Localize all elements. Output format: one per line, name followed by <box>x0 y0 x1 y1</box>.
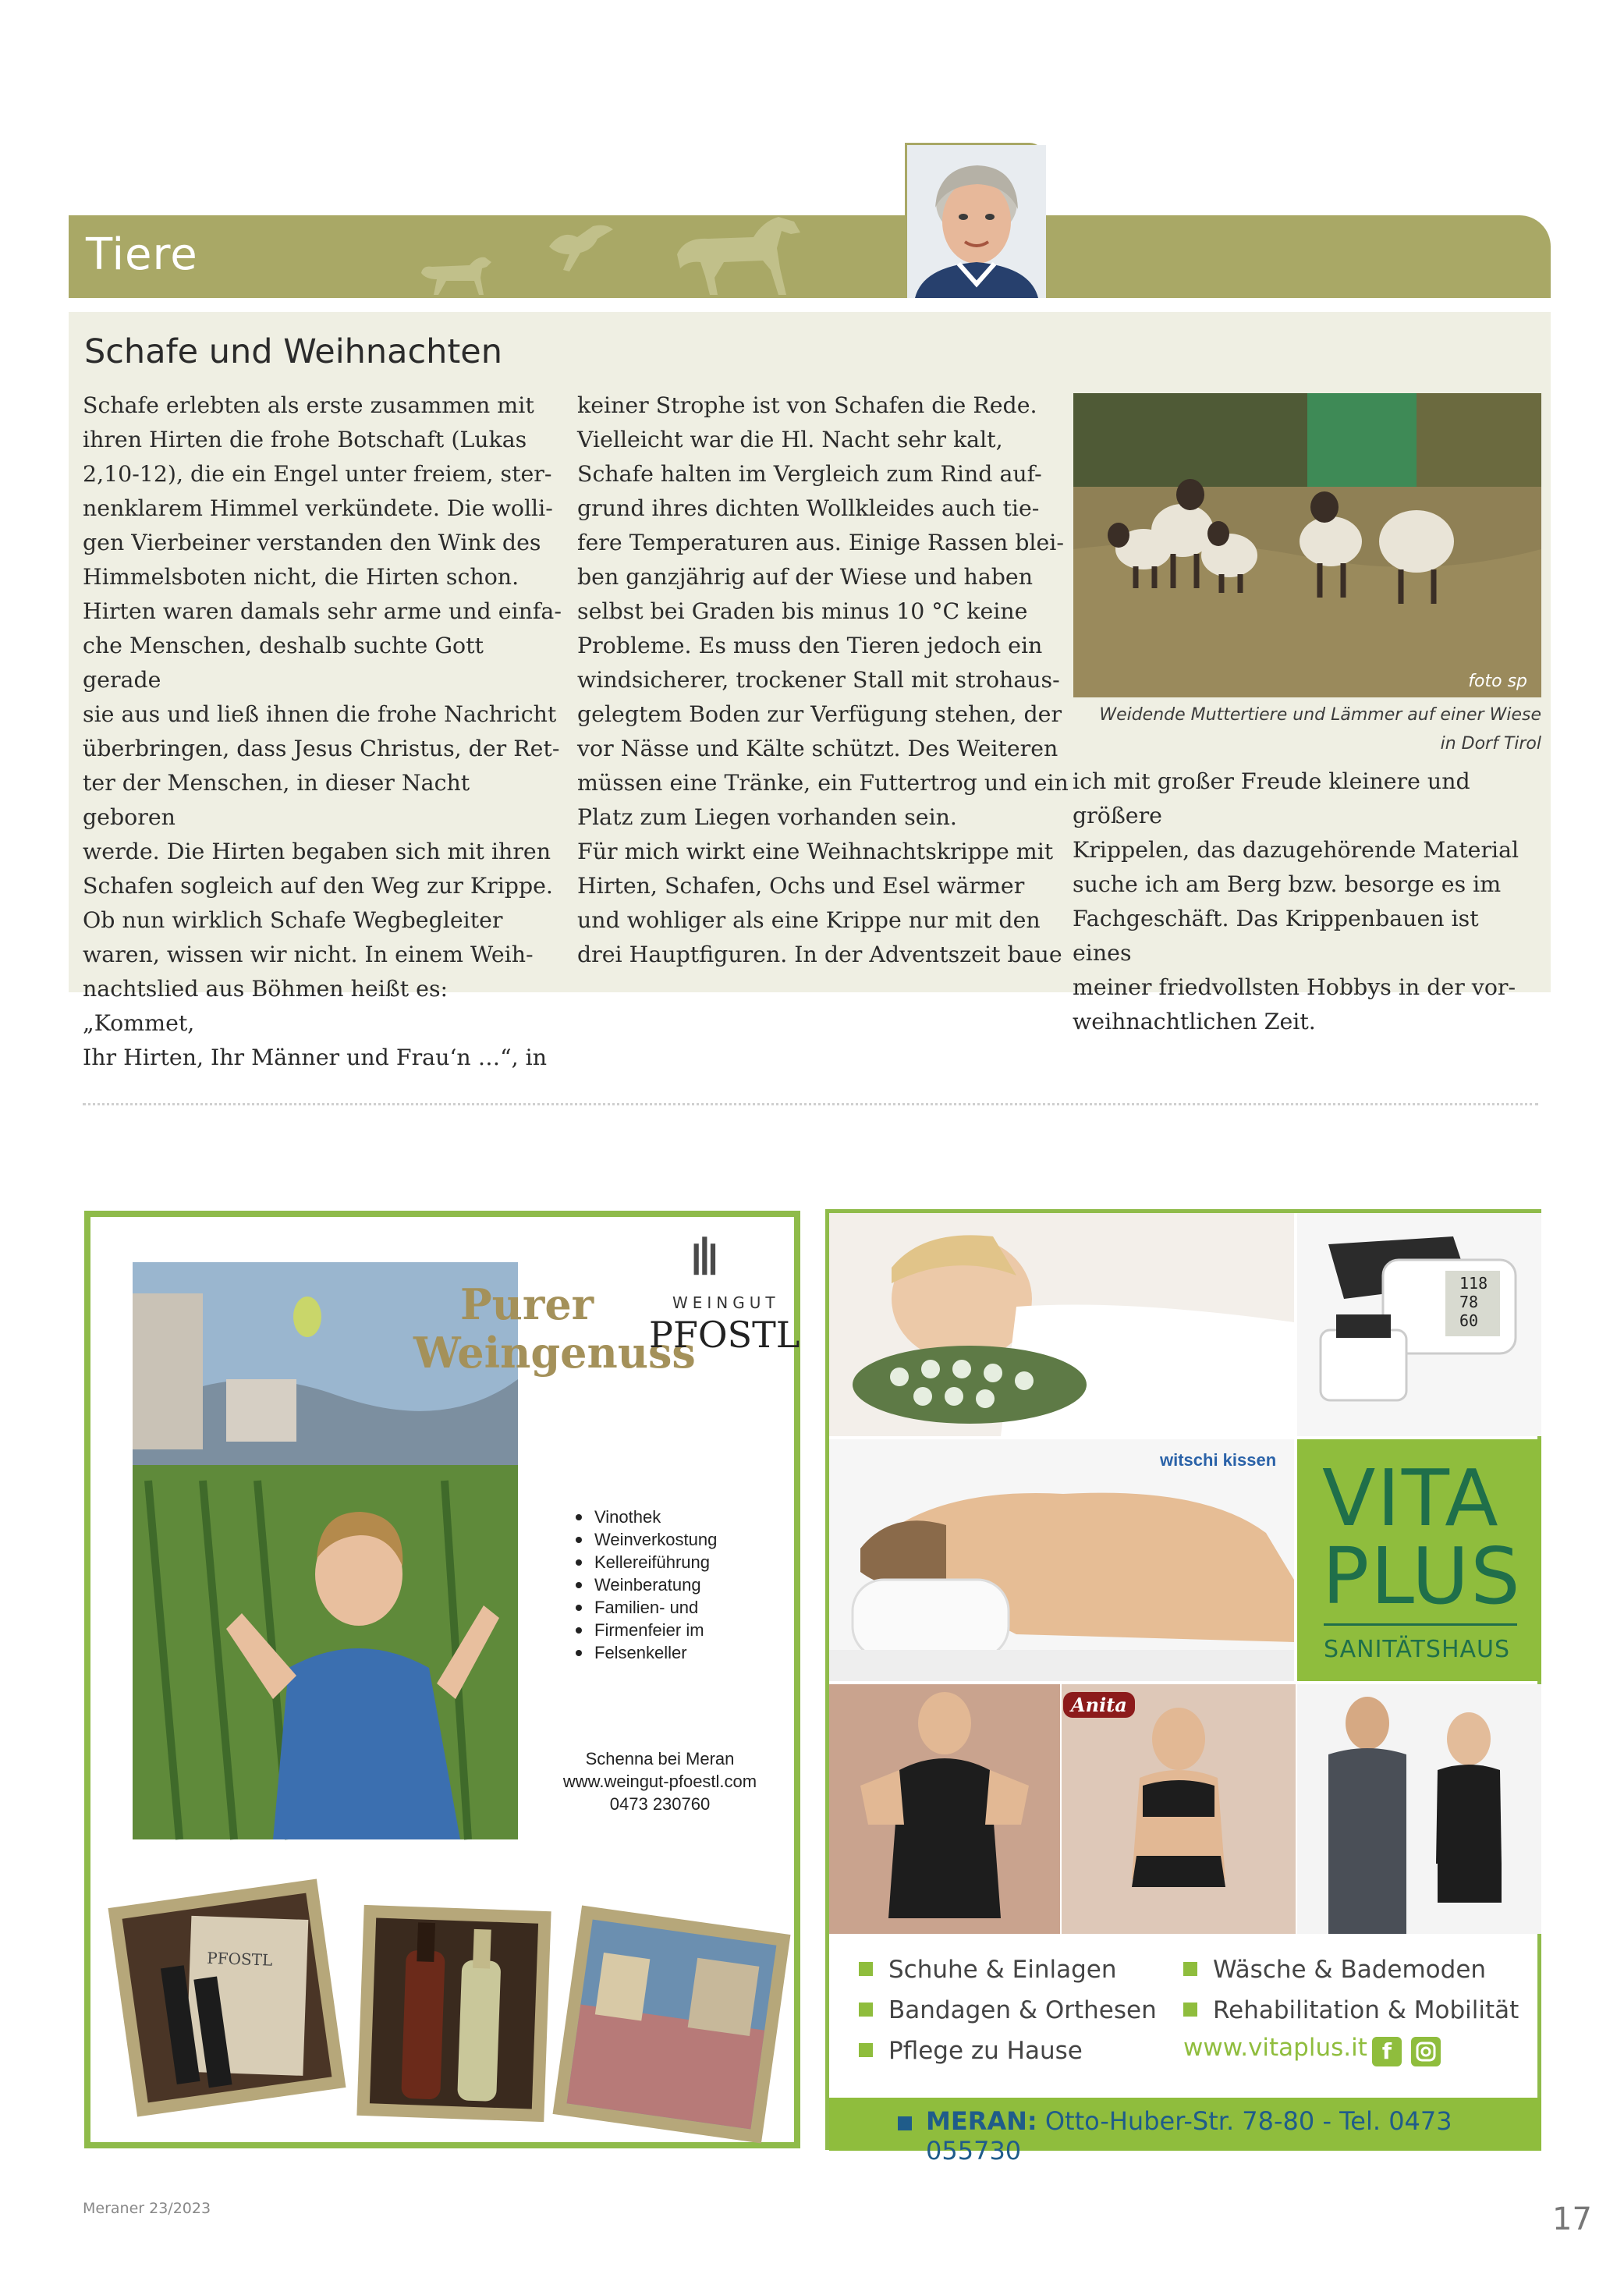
lingerie-photo-2 <box>1062 1684 1296 1934</box>
list-item: Bandagen & Orthesen <box>859 1990 1157 2031</box>
list-item: Wäsche & Bademoden <box>1183 1949 1519 1990</box>
wine-contact <box>543 1747 777 1815</box>
text-line: waren, wissen wir nicht. In einem Weih- <box>83 942 534 967</box>
wine-bottles-photo <box>356 1905 551 2122</box>
text-line: werde. Die Hirten begaben sich mit ihren <box>83 839 551 864</box>
text-line: grund ihres dichten Wollkleides auch tie- <box>577 495 1040 521</box>
bpm-value: 78 <box>1459 1293 1479 1311</box>
wine-services-list <box>571 1506 717 1664</box>
wine-phone: 0473 230760 <box>609 1794 711 1814</box>
weingut-logo-big: PFOSTL <box>649 1314 800 1356</box>
weingut-ad[interactable] <box>84 1211 800 2148</box>
list-item: Rehabilitation & Mobilität <box>1183 1990 1519 2031</box>
text-line: Vielleicht war die Hl. Nacht sehr kalt, <box>577 427 1003 452</box>
wine-website-link[interactable]: www.weingut-pfoestl.com <box>562 1772 757 1791</box>
article-column-1 <box>83 388 566 1075</box>
bpm-value: 60 <box>1459 1311 1479 1330</box>
vita-street-phone: Otto-Huber-Str. 78-80 - Tel. 0473 055730 <box>926 2106 1452 2166</box>
article-title: Schafe und Weihnachten <box>84 332 502 371</box>
text-line: weihnachtlichen Zeit. <box>1073 1009 1316 1034</box>
text-line: suche ich am Berg bzw. besorge es im <box>1073 871 1502 897</box>
text-line: Ob nun wirklich Schafe Wegbegleiter <box>83 907 503 933</box>
witschi-logo: witschi kissen <box>1160 1450 1277 1470</box>
text-line: drei Hauptfiguren. In der Adventszeit baue <box>577 942 1062 967</box>
blood-pressure-photo <box>1297 1213 1541 1436</box>
text-line: ben ganzjährig auf der Wiese und haben <box>577 564 1034 590</box>
vita-logo-line1: VITA <box>1322 1453 1500 1544</box>
wine-crate-photo <box>108 1879 346 2117</box>
wine-address: Schenna bei Meran <box>585 1749 735 1768</box>
text-line: Für mich wirkt eine Weihnachtskrippe mit <box>577 839 1054 864</box>
vita-logo-rule <box>1324 1623 1517 1626</box>
vita-services-left <box>859 1949 1157 2071</box>
article-box <box>69 312 1551 1070</box>
list-item: Familien- und <box>571 1596 717 1619</box>
text-line: nachtslied aus Böhmen heißt es: „Kommet, <box>83 976 449 1036</box>
text-line: Schafe erlebten als erste zusammen mit <box>83 392 534 418</box>
list-item: Weinberatung <box>571 1573 717 1596</box>
anita-logo: Anita <box>1063 1692 1135 1718</box>
weingut-logo-icon <box>691 1226 753 1289</box>
vita-footer <box>829 2098 1541 2166</box>
article-column-3 <box>1073 764 1544 1039</box>
vita-logo-sub: SANITÄTSHAUS <box>1324 1636 1511 1663</box>
pillow-photo <box>829 1439 1294 1681</box>
text-line: windsicherer, trockener Stall mit strohaus- <box>577 667 1060 693</box>
text-line: nenklarem Himmel verkündete. Die wolli- <box>83 495 553 521</box>
text-line: Himmelsboten nicht, die Hirten schon. <box>83 564 519 590</box>
vita-city: MERAN: <box>926 2106 1037 2136</box>
text-line: Ihr Hirten, Ihr Männer und Frau‘n …“, in <box>83 1045 548 1070</box>
text-line: überbringen, dass Jesus Christus, der Ret- <box>83 736 560 761</box>
vitaplus-ad[interactable] <box>825 1209 1541 2166</box>
text-line: sie aus und ließ ihnen die frohe Nachricht <box>83 701 557 727</box>
text-line: Hirten, Schafen, Ochs und Esel wärmer <box>577 873 1025 899</box>
thermo-wear-photo <box>1297 1684 1541 1934</box>
wine-headline-1: Purer <box>460 1279 594 1329</box>
dog-icon <box>415 250 501 298</box>
sheep-photo <box>1073 393 1541 697</box>
bpm-value: 118 <box>1459 1274 1488 1293</box>
wine-headline-2: Weingenuss <box>413 1328 696 1378</box>
article-column-2 <box>577 388 1076 972</box>
divider <box>83 1103 1538 1105</box>
text-line: und wohliger als eine Krippe nur mit den <box>577 907 1041 933</box>
section-band <box>69 215 1551 298</box>
acupressure-photo <box>829 1213 1294 1436</box>
list-item: Felsenkeller <box>571 1641 717 1664</box>
crate-label: PFOSTL <box>206 1948 273 1970</box>
horse-icon <box>669 214 802 298</box>
list-item: Kellereiführung <box>571 1551 717 1573</box>
vita-address <box>926 2106 1541 2166</box>
text-line: gen Vierbeiner verstanden den Wink des <box>83 530 541 555</box>
text-line: ihren Hirten die frohe Botschaft (Lukas <box>83 427 527 452</box>
vitaplus-logo <box>1297 1439 1541 1681</box>
vita-logo-line2: PLUS <box>1322 1531 1522 1622</box>
list-item: Weinverkostung <box>571 1528 717 1551</box>
text-line: ter der Menschen, in dieser Nacht geboren <box>83 770 470 830</box>
weingut-logo-small: WEINGUT <box>672 1293 780 1312</box>
text-line: gelegtem Boden zur Verfügung stehen, der <box>577 701 1062 727</box>
page-number: 17 <box>1552 2201 1592 2237</box>
section-title: Tiere <box>86 229 198 280</box>
caption-line: Weidende Muttertiere und Lämmer auf einer Wiese <box>1099 705 1541 725</box>
list-item: Vinothek <box>571 1506 717 1528</box>
caption-line: in Dorf Tirol <box>1440 734 1541 754</box>
text-line: che Menschen, deshalb suchte Gott gerade <box>83 633 484 693</box>
text-line: ich mit großer Freude kleinere und größere <box>1073 768 1470 828</box>
lingerie-photo-1 <box>829 1684 1060 1934</box>
facebook-icon[interactable]: f <box>1372 2037 1402 2066</box>
text-line: keiner Strophe ist von Schafen die Rede. <box>577 392 1037 418</box>
text-line: Krippelen, das dazugehörende Material <box>1073 837 1519 863</box>
text-line: vor Nässe und Kälte schützt. Des Weiteren <box>577 736 1058 761</box>
text-line: Schafe halten im Vergleich zum Rind auf- <box>577 461 1042 487</box>
text-line: Schafen sogleich auf den Weg zur Krippe. <box>83 873 553 899</box>
text-line: Platz zum Liegen vorhanden sein. <box>577 804 957 830</box>
text-line: müssen eine Tränke, ein Futtertrog und ein <box>577 770 1069 796</box>
text-line: selbst bei Graden bis minus 10 °C keine <box>577 598 1028 624</box>
list-item: Schuhe & Einlagen <box>859 1949 1157 1990</box>
list-item: Pflege zu Hause <box>859 2031 1157 2071</box>
bird-icon <box>546 223 616 278</box>
wine-cellar-photo <box>553 1906 791 2144</box>
issue-label: Meraner 23/2023 <box>83 2200 211 2217</box>
photo-caption <box>1073 701 1541 758</box>
text-line: fere Temperaturen aus. Einige Rassen blei- <box>577 530 1064 555</box>
text-line: Fachgeschäft. Das Krippenbauen ist eines <box>1073 906 1479 966</box>
vita-services-right <box>1183 1949 1519 2031</box>
vita-website-link[interactable]: www.vitaplus.it <box>1183 2034 1367 2062</box>
list-item: Firmenfeier im <box>571 1619 717 1641</box>
photo-credit: foto sp <box>1468 672 1527 691</box>
text-line: 2,10-12), die ein Engel unter freiem, ster- <box>83 461 552 487</box>
text-line: Probleme. Es muss den Tieren jedoch ein <box>577 633 1043 658</box>
instagram-icon[interactable] <box>1411 2037 1441 2066</box>
text-line: meiner friedvollsten Hobbys in der vor- <box>1073 974 1516 1000</box>
author-portrait <box>905 143 1044 296</box>
footer-bullet <box>898 2116 912 2130</box>
text-line: Hirten waren damals sehr arme und einfa- <box>83 598 562 624</box>
